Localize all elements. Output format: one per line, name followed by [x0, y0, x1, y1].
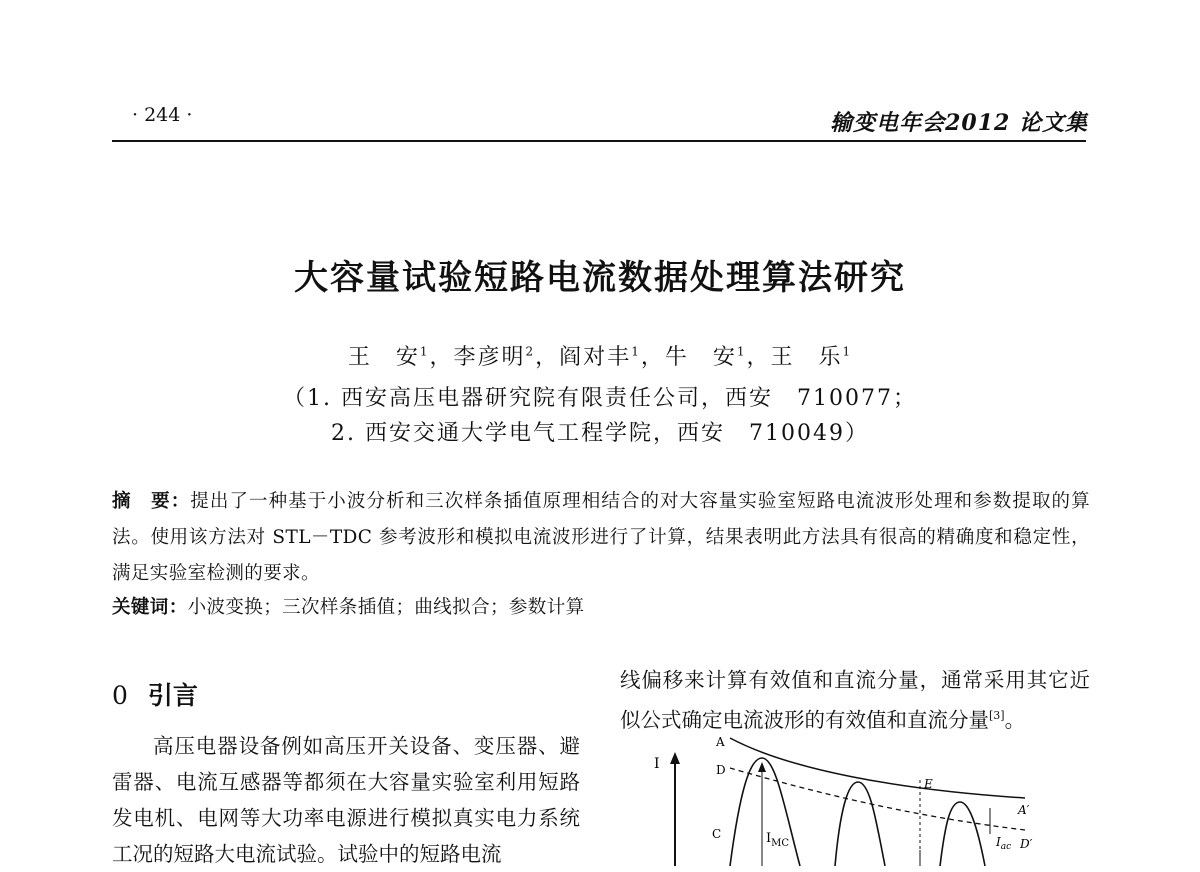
right-column-text [620, 662, 1090, 738]
abstract-label: 摘 要： [112, 491, 191, 512]
intro-paragraph-container [112, 728, 580, 872]
dashed-envelope-d [730, 768, 1025, 830]
keywords-text: 小波变换；三次样条插值；曲线拟合；参数计算 [187, 597, 585, 618]
affiliation-2: 2. 西安交通大学电气工程学院，西安 710049） [331, 421, 869, 446]
section-number: 0 [112, 681, 128, 710]
label-c: C [712, 827, 722, 841]
label-i-ac [995, 835, 1011, 852]
upper-envelope-a [730, 738, 1025, 798]
waveform [730, 758, 985, 866]
author-affil-mark: 1 [736, 344, 747, 359]
label-e: E [924, 777, 933, 791]
label-d: D [716, 763, 726, 777]
abstract-text: 提出了一种基于小波分析和三次样条插值原理相结合的对大容量实验室短路电流波形处理和参数提取的算法。使用该方法对 STL－TDC 参考波形和模拟电流波形进行了计算，结果表明此方法具有很高的精确度和稳定性，满足实验室检测的要求。 [112, 491, 1090, 584]
label-a-prime: A′ [1018, 803, 1030, 817]
y-axis-arrow [670, 752, 680, 764]
label-d-prime: D′ [1020, 837, 1033, 851]
abstract [112, 484, 1090, 592]
author: 王 安 [347, 345, 420, 370]
label-a: A [716, 735, 725, 749]
author: ，李彦明 [429, 345, 526, 370]
axis-label-i: I [654, 756, 660, 772]
keywords-label: 关键词： [112, 597, 188, 618]
author: ，王 乐 [746, 345, 843, 370]
keywords [112, 593, 585, 619]
affiliation-1: （1. 西安高压电器研究院有限责任公司，西安 710077； [283, 386, 917, 411]
section-title: 引言 [147, 681, 198, 710]
right-column-end: 。 [1004, 707, 1026, 732]
author-affil-mark: 1 [842, 344, 853, 359]
label-i-mc-sub: MC [771, 838, 790, 849]
page-number: · 244 · [132, 104, 193, 126]
author: ，牛 安 [640, 345, 737, 370]
arrow-mc [758, 762, 766, 772]
author-list [0, 340, 1200, 371]
citation-ref: [3] [989, 709, 1005, 722]
right-column-paragraph: 线偏移来计算有效值和直流分量，通常采用其它近似公式确定电流波形的有效值和直流分量 [620, 668, 1090, 732]
current-waveform-figure [640, 730, 1070, 866]
author: ，阎对丰 [535, 345, 632, 370]
journal-title: 输变电年会2012 论文集 [830, 110, 1088, 136]
label-i-ac-sub: ac [1000, 842, 1012, 852]
author-affil-mark: 1 [419, 344, 430, 359]
label-i-ac-main: I [996, 835, 1001, 849]
label-i-mc [766, 831, 789, 849]
header-rule [112, 140, 1086, 142]
paper-title: 大容量试验短路电流数据处理算法研究 [294, 258, 906, 298]
label-i-mc-main: I [766, 831, 772, 846]
author-affil-mark: 1 [631, 344, 641, 359]
author-affil-mark: 2 [525, 344, 536, 359]
intro-paragraph: 高压电器设备例如高压开关设备、变压器、避雷器、电流互感器等都须在大容量实验室利用短路发电机、电网等大功率电源进行模拟真实电力系统工况的短路大电流试验。试验中的短路电流 [112, 734, 580, 866]
section-heading [112, 676, 198, 712]
